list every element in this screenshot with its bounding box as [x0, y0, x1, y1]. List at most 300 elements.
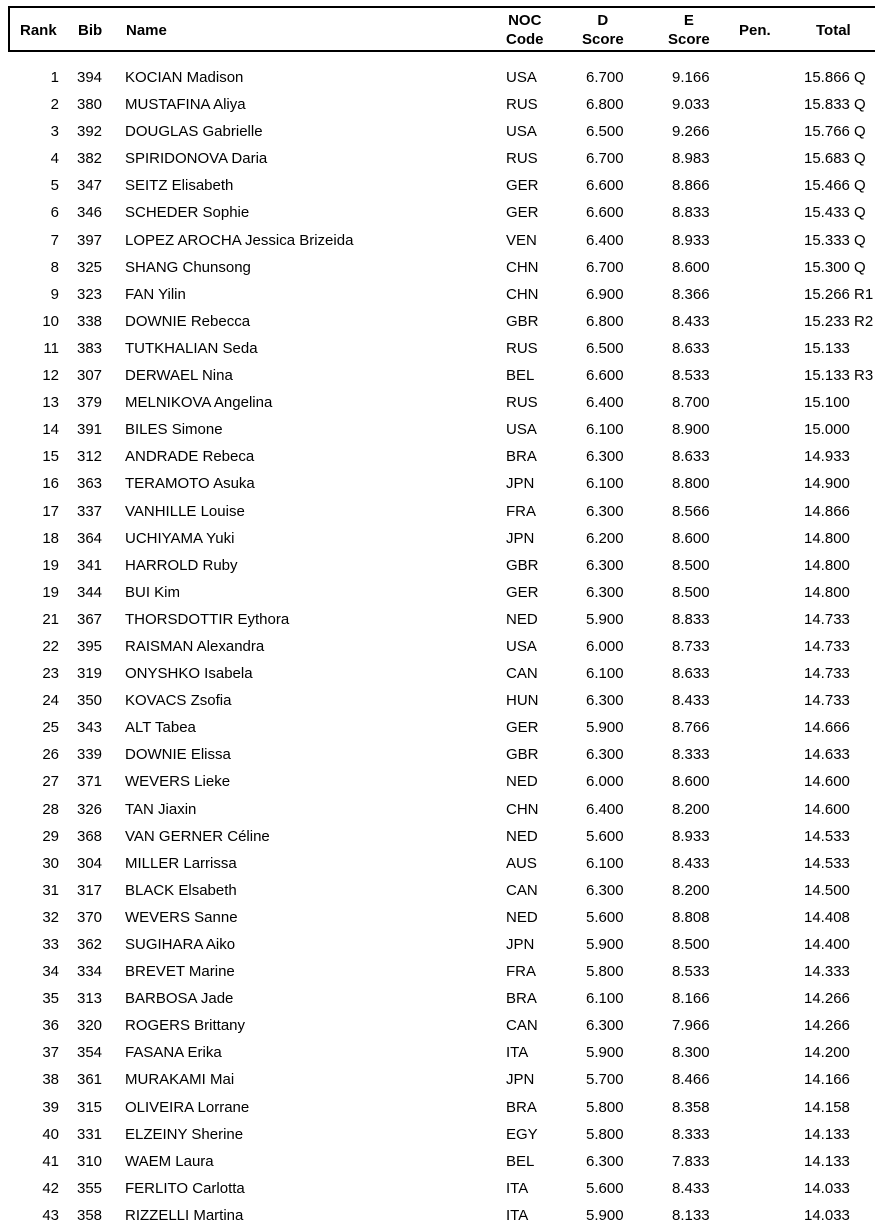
- athlete-name-cell: RIZZELLI Martina: [125, 1206, 244, 1224]
- total-score-cell: 14.400: [804, 936, 850, 953]
- rank-cell: 29: [42, 827, 59, 845]
- total-score-cell: 14.733: [804, 637, 850, 655]
- d-score-cell: 5.900: [586, 936, 624, 953]
- athlete-name-cell: TAN Jiaxin: [125, 800, 197, 818]
- athlete-name-cell: DERWAEL Nina: [125, 367, 233, 385]
- total-score-cell: 15.833 Q: [804, 96, 866, 114]
- rank-cell: 1: [50, 69, 59, 86]
- noc-code-cell: CHN: [506, 800, 539, 818]
- column-header-noc-line2: Code: [506, 31, 544, 48]
- noc-code-cell: BRA: [506, 1098, 537, 1116]
- bib-cell: 358: [77, 1206, 103, 1224]
- table-row: [0, 470, 875, 497]
- e-score-cell: 8.433: [672, 854, 710, 872]
- noc-code-cell: RUS: [506, 150, 538, 168]
- e-score-cell: 8.933: [672, 231, 710, 249]
- e-score-cell: 8.733: [672, 637, 710, 655]
- athlete-name-cell: DOWNIE Elissa: [125, 746, 231, 764]
- table-row: [0, 1175, 875, 1202]
- d-score-cell: 6.400: [586, 394, 624, 412]
- athlete-name-cell: MELNIKOVA Angelina: [125, 394, 273, 412]
- total-score-cell: 14.600: [804, 800, 850, 818]
- d-score-cell: 6.700: [586, 258, 624, 276]
- d-score-cell: 5.700: [586, 1071, 624, 1089]
- table-row: [0, 254, 875, 281]
- table-row: [0, 1202, 875, 1229]
- total-score-cell: 15.866 Q: [804, 69, 866, 86]
- noc-code-cell: CHN: [506, 258, 539, 276]
- table-row: [0, 199, 875, 226]
- column-header-noc-line1: NOC: [508, 12, 542, 29]
- table-row: [0, 741, 875, 768]
- bib-cell: 346: [77, 204, 103, 222]
- d-score-cell: 6.900: [586, 285, 624, 303]
- athlete-name-cell: SHANG Chunsong: [125, 258, 251, 276]
- athlete-name-cell: FAN Yilin: [125, 285, 186, 303]
- athlete-name-cell: SPIRIDONOVA Daria: [125, 150, 268, 168]
- d-score-cell: 5.900: [586, 1206, 624, 1224]
- total-score-cell: 14.533: [804, 854, 850, 872]
- e-score-cell: 8.533: [672, 963, 710, 981]
- bib-cell: 394: [77, 69, 103, 86]
- d-score-cell: 6.300: [586, 746, 624, 764]
- rank-cell: 33: [42, 936, 59, 953]
- table-row: [0, 525, 875, 552]
- rank-cell: 21: [42, 610, 59, 628]
- athlete-name-cell: SEITZ Elisabeth: [125, 177, 234, 195]
- d-score-cell: 5.800: [586, 1125, 624, 1143]
- athlete-name-cell: MUSTAFINA Aliya: [125, 96, 246, 114]
- table-row: [0, 633, 875, 660]
- total-score-cell: 14.133: [804, 1152, 850, 1170]
- athlete-name-cell: KOCIAN Madison: [125, 69, 244, 86]
- d-score-cell: 6.300: [586, 448, 624, 466]
- e-score-cell: 8.866: [672, 177, 710, 195]
- athlete-name-cell: BILES Simone: [125, 421, 223, 439]
- rank-cell: 10: [42, 312, 59, 330]
- column-header-d-line1: D: [597, 12, 609, 29]
- athlete-name-cell: TUTKHALIAN Seda: [125, 339, 258, 357]
- table-row: [0, 1012, 875, 1039]
- bib-cell: 337: [77, 502, 103, 520]
- d-score-cell: 5.800: [586, 963, 624, 981]
- noc-code-cell: CAN: [506, 881, 538, 899]
- d-score-cell: 6.700: [586, 69, 624, 86]
- e-score-cell: 8.633: [672, 665, 710, 683]
- athlete-name-cell: THORSDOTTIR Eythora: [125, 610, 290, 628]
- column-header-total: Total: [816, 22, 851, 39]
- d-score-cell: 6.200: [586, 529, 624, 547]
- rank-cell: 34: [42, 963, 59, 981]
- d-score-cell: 5.600: [586, 827, 624, 845]
- rank-cell: 8: [50, 258, 59, 276]
- total-score-cell: 14.733: [804, 665, 850, 683]
- table-row: [0, 389, 875, 416]
- e-score-cell: 8.433: [672, 692, 710, 710]
- bib-cell: 310: [77, 1152, 103, 1170]
- total-score-cell: 15.133 R3: [804, 367, 874, 385]
- d-score-cell: 6.600: [586, 367, 624, 385]
- rank-cell: 18: [42, 529, 59, 547]
- athlete-name-cell: BARBOSA Jade: [125, 990, 234, 1008]
- column-header-penalty: Pen.: [739, 22, 771, 39]
- e-score-cell: 8.600: [672, 529, 710, 547]
- table-row: [0, 877, 875, 904]
- e-score-cell: 8.600: [672, 258, 710, 276]
- table-row: [0, 1066, 875, 1093]
- noc-code-cell: RUS: [506, 96, 538, 114]
- table-row: [0, 1039, 875, 1066]
- total-score-cell: 14.200: [804, 1044, 850, 1062]
- table-row: [0, 904, 875, 931]
- e-score-cell: 8.433: [672, 312, 710, 330]
- total-score-cell: 14.158: [804, 1098, 850, 1116]
- total-score-cell: 14.933: [804, 448, 850, 466]
- noc-code-cell: ITA: [506, 1044, 529, 1062]
- column-header-e-score: [668, 11, 710, 49]
- athlete-name-cell: OLIVEIRA Lorrane: [125, 1098, 250, 1116]
- total-score-cell: 14.033: [804, 1179, 850, 1197]
- athlete-name-cell: SUGIHARA Aiko: [125, 936, 236, 953]
- bib-cell: 325: [77, 258, 103, 276]
- table-row: [0, 985, 875, 1012]
- d-score-cell: 6.100: [586, 665, 624, 683]
- total-score-cell: 15.766 Q: [804, 123, 866, 141]
- bib-cell: 368: [77, 827, 103, 845]
- d-score-cell: 6.000: [586, 637, 624, 655]
- rank-cell: 19: [42, 556, 59, 574]
- rank-cell: 16: [42, 475, 59, 493]
- d-score-cell: 6.300: [586, 692, 624, 710]
- d-score-cell: 6.100: [586, 421, 624, 439]
- noc-code-cell: NED: [506, 827, 538, 845]
- total-score-cell: 14.733: [804, 610, 850, 628]
- bib-cell: 363: [77, 475, 103, 493]
- e-score-cell: 8.433: [672, 1179, 710, 1197]
- d-score-cell: 6.300: [586, 556, 624, 574]
- rank-cell: 37: [42, 1044, 59, 1062]
- athlete-name-cell: WEVERS Sanne: [125, 908, 238, 926]
- e-score-cell: 8.500: [672, 583, 710, 601]
- d-score-cell: 6.300: [586, 502, 624, 520]
- rank-cell: 3: [50, 123, 59, 141]
- e-score-cell: 8.633: [672, 339, 710, 357]
- total-score-cell: 14.500: [804, 881, 850, 899]
- total-score-cell: 14.408: [804, 908, 850, 926]
- total-score-cell: 15.233 R2: [804, 312, 874, 330]
- noc-code-cell: BRA: [506, 448, 537, 466]
- bib-cell: 397: [77, 231, 103, 249]
- d-score-cell: 6.300: [586, 1017, 624, 1035]
- total-score-cell: 15.300 Q: [804, 258, 866, 276]
- e-score-cell: 7.833: [672, 1152, 710, 1170]
- athlete-name-cell: KOVACS Zsofia: [125, 692, 232, 710]
- e-score-cell: 8.333: [672, 1125, 710, 1143]
- rank-cell: 41: [42, 1152, 59, 1170]
- noc-code-cell: GER: [506, 177, 539, 195]
- noc-code-cell: CHN: [506, 285, 539, 303]
- d-score-cell: 6.100: [586, 475, 624, 493]
- rank-cell: 26: [42, 746, 59, 764]
- noc-code-cell: USA: [506, 123, 537, 141]
- bib-cell: 361: [77, 1071, 103, 1089]
- total-score-cell: 14.800: [804, 529, 850, 547]
- d-score-cell: 6.500: [586, 339, 624, 357]
- bib-cell: 344: [77, 583, 103, 601]
- total-score-cell: 14.133: [804, 1125, 850, 1143]
- rank-cell: 39: [42, 1098, 59, 1116]
- athlete-name-cell: ALT Tabea: [125, 719, 196, 737]
- column-header-e-line2: Score: [668, 31, 710, 48]
- noc-code-cell: GBR: [506, 746, 539, 764]
- d-score-cell: 6.600: [586, 204, 624, 222]
- bib-cell: 395: [77, 637, 103, 655]
- rank-cell: 7: [50, 231, 59, 249]
- e-score-cell: 8.933: [672, 827, 710, 845]
- athlete-name-cell: ELZEINY Sherine: [125, 1125, 244, 1143]
- total-score-cell: 14.666: [804, 719, 850, 737]
- e-score-cell: 9.033: [672, 96, 710, 114]
- total-score-cell: 14.166: [804, 1071, 850, 1089]
- e-score-cell: 8.833: [672, 204, 710, 222]
- rank-cell: 22: [42, 637, 59, 655]
- table-row: [0, 308, 875, 335]
- noc-code-cell: GER: [506, 719, 539, 737]
- rank-cell: 17: [42, 502, 59, 520]
- table-row: [0, 850, 875, 877]
- table-row: [0, 1121, 875, 1148]
- table-row: [0, 823, 875, 850]
- table-row: [0, 1094, 875, 1121]
- noc-code-cell: AUS: [506, 854, 537, 872]
- table-row: [0, 91, 875, 118]
- total-score-cell: 15.683 Q: [804, 150, 866, 168]
- e-score-cell: 8.600: [672, 773, 710, 791]
- table-row: [0, 796, 875, 823]
- rank-cell: 12: [42, 367, 59, 385]
- rank-cell: 15: [42, 448, 59, 466]
- e-score-cell: 8.633: [672, 448, 710, 466]
- athlete-name-cell: MURAKAMI Mai: [125, 1071, 235, 1089]
- bib-cell: 364: [77, 529, 103, 547]
- e-score-cell: 8.533: [672, 367, 710, 385]
- results-table-body: [0, 64, 875, 1229]
- e-score-cell: 8.133: [672, 1206, 710, 1224]
- e-score-cell: 9.266: [672, 123, 710, 141]
- total-score-cell: 15.133: [804, 339, 850, 357]
- rank-cell: 13: [42, 394, 59, 412]
- total-score-cell: 15.000: [804, 421, 850, 439]
- athlete-name-cell: DOWNIE Rebecca: [125, 312, 251, 330]
- d-score-cell: 5.900: [586, 1044, 624, 1062]
- rank-cell: 6: [50, 204, 59, 222]
- table-row: [0, 362, 875, 389]
- total-score-cell: 15.466 Q: [804, 177, 866, 195]
- d-score-cell: 5.800: [586, 1098, 624, 1116]
- bib-cell: 350: [77, 692, 103, 710]
- d-score-cell: 6.300: [586, 583, 624, 601]
- d-score-cell: 6.700: [586, 150, 624, 168]
- bib-cell: 338: [77, 312, 103, 330]
- table-row: [0, 172, 875, 199]
- bib-cell: 392: [77, 123, 103, 141]
- rank-cell: 43: [42, 1206, 59, 1224]
- rank-cell: 38: [42, 1071, 59, 1089]
- athlete-name-cell: HARROLD Ruby: [125, 556, 238, 574]
- rank-cell: 19: [42, 583, 59, 601]
- athlete-name-cell: SCHEDER Sophie: [125, 204, 250, 222]
- noc-code-cell: RUS: [506, 394, 538, 412]
- e-score-cell: 8.500: [672, 556, 710, 574]
- athlete-name-cell: FASANA Erika: [125, 1044, 222, 1062]
- total-score-cell: 14.033: [804, 1206, 850, 1224]
- rank-cell: 32: [42, 908, 59, 926]
- bib-cell: 307: [77, 367, 103, 385]
- rank-cell: 9: [50, 285, 59, 303]
- bib-cell: 323: [77, 285, 103, 303]
- table-row: [0, 227, 875, 254]
- noc-code-cell: GBR: [506, 312, 539, 330]
- noc-code-cell: JPN: [506, 936, 535, 953]
- athlete-name-cell: MILLER Larrissa: [125, 854, 237, 872]
- total-score-cell: 14.633: [804, 746, 850, 764]
- d-score-cell: 5.900: [586, 610, 624, 628]
- column-header-d-score: [582, 11, 624, 49]
- athlete-name-cell: ROGERS Brittany: [125, 1017, 246, 1035]
- athlete-name-cell: UCHIYAMA Yuki: [125, 529, 235, 547]
- total-score-cell: 15.266 R1: [804, 285, 874, 303]
- bib-cell: 304: [77, 854, 103, 872]
- bib-cell: 341: [77, 556, 103, 574]
- athlete-name-cell: ANDRADE Rebeca: [125, 448, 255, 466]
- d-score-cell: 6.100: [586, 990, 624, 1008]
- column-header-bib: Bib: [78, 22, 103, 39]
- noc-code-cell: NED: [506, 773, 538, 791]
- bib-cell: 347: [77, 177, 103, 195]
- noc-code-cell: USA: [506, 421, 537, 439]
- e-score-cell: 8.700: [672, 394, 710, 412]
- rank-cell: 31: [42, 881, 59, 899]
- table-row: [0, 498, 875, 525]
- table-row: [0, 118, 875, 145]
- d-score-cell: 6.300: [586, 1152, 624, 1170]
- noc-code-cell: VEN: [506, 231, 537, 249]
- table-row: [0, 443, 875, 470]
- bib-cell: 326: [77, 800, 103, 818]
- d-score-cell: 6.300: [586, 881, 624, 899]
- d-score-cell: 6.500: [586, 123, 624, 141]
- rank-cell: 27: [42, 773, 59, 791]
- bib-cell: 317: [77, 881, 103, 899]
- bib-cell: 334: [77, 963, 103, 981]
- rank-cell: 40: [42, 1125, 59, 1143]
- bib-cell: 370: [77, 908, 103, 926]
- noc-code-cell: JPN: [506, 1071, 535, 1089]
- e-score-cell: 8.983: [672, 150, 710, 168]
- table-row: [0, 714, 875, 741]
- table-row: [0, 606, 875, 633]
- e-score-cell: 8.300: [672, 1044, 710, 1062]
- athlete-name-cell: WAEM Laura: [125, 1152, 214, 1170]
- column-header-e-line1: E: [683, 12, 694, 29]
- rank-cell: 35: [42, 990, 59, 1008]
- total-score-cell: 14.900: [804, 475, 850, 493]
- bib-cell: 354: [77, 1044, 103, 1062]
- athlete-name-cell: RAISMAN Alexandra: [125, 637, 265, 655]
- total-score-cell: 14.800: [804, 583, 850, 601]
- table-row: [0, 931, 875, 958]
- rank-cell: 42: [42, 1179, 59, 1197]
- total-score-cell: 14.266: [804, 1017, 850, 1035]
- d-score-cell: 6.800: [586, 312, 624, 330]
- e-score-cell: 8.808: [672, 908, 710, 926]
- e-score-cell: 8.500: [672, 936, 710, 953]
- table-row: [0, 281, 875, 308]
- total-score-cell: 14.866: [804, 502, 850, 520]
- e-score-cell: 8.900: [672, 421, 710, 439]
- noc-code-cell: FRA: [506, 963, 536, 981]
- bib-cell: 339: [77, 746, 103, 764]
- d-score-cell: 6.100: [586, 854, 624, 872]
- d-score-cell: 5.600: [586, 908, 624, 926]
- rank-cell: 14: [42, 421, 59, 439]
- athlete-name-cell: DOUGLAS Gabrielle: [125, 123, 263, 141]
- e-score-cell: 9.166: [672, 69, 710, 86]
- noc-code-cell: NED: [506, 908, 538, 926]
- e-score-cell: 8.358: [672, 1098, 710, 1116]
- d-score-cell: 6.400: [586, 800, 624, 818]
- table-row: [0, 552, 875, 579]
- bib-cell: 362: [77, 936, 103, 953]
- bib-cell: 391: [77, 421, 103, 439]
- table-row: [0, 1148, 875, 1175]
- athlete-name-cell: BUI Kim: [125, 583, 181, 601]
- noc-code-cell: GBR: [506, 556, 539, 574]
- noc-code-cell: EGY: [506, 1125, 538, 1143]
- column-header-name: Name: [126, 22, 167, 39]
- table-row: [0, 768, 875, 795]
- total-score-cell: 15.333 Q: [804, 231, 866, 249]
- bib-cell: 379: [77, 394, 103, 412]
- bib-cell: 380: [77, 96, 103, 114]
- athlete-name-cell: BLACK Elsabeth: [125, 881, 237, 899]
- athlete-name-cell: VANHILLE Louise: [125, 502, 245, 520]
- total-score-cell: 14.733: [804, 692, 850, 710]
- table-row: [0, 145, 875, 172]
- noc-code-cell: USA: [506, 69, 537, 86]
- bib-cell: 382: [77, 150, 103, 168]
- bib-cell: 312: [77, 448, 103, 466]
- total-score-cell: 14.600: [804, 773, 850, 791]
- noc-code-cell: BEL: [506, 1152, 535, 1170]
- noc-code-cell: GER: [506, 583, 539, 601]
- d-score-cell: 5.900: [586, 719, 624, 737]
- table-row: [0, 64, 875, 91]
- total-score-cell: 15.433 Q: [804, 204, 866, 222]
- e-score-cell: 8.833: [672, 610, 710, 628]
- column-header-noc-code: [506, 11, 544, 49]
- rank-cell: 11: [43, 339, 59, 357]
- e-score-cell: 8.166: [672, 990, 710, 1008]
- bib-cell: 313: [77, 990, 103, 1008]
- d-score-cell: 6.400: [586, 231, 624, 249]
- athlete-name-cell: VAN GERNER Céline: [125, 827, 270, 845]
- table-row: [0, 687, 875, 714]
- table-row: [0, 958, 875, 985]
- bib-cell: 319: [77, 665, 103, 683]
- table-row: [0, 416, 875, 443]
- athlete-name-cell: TERAMOTO Asuka: [125, 475, 255, 493]
